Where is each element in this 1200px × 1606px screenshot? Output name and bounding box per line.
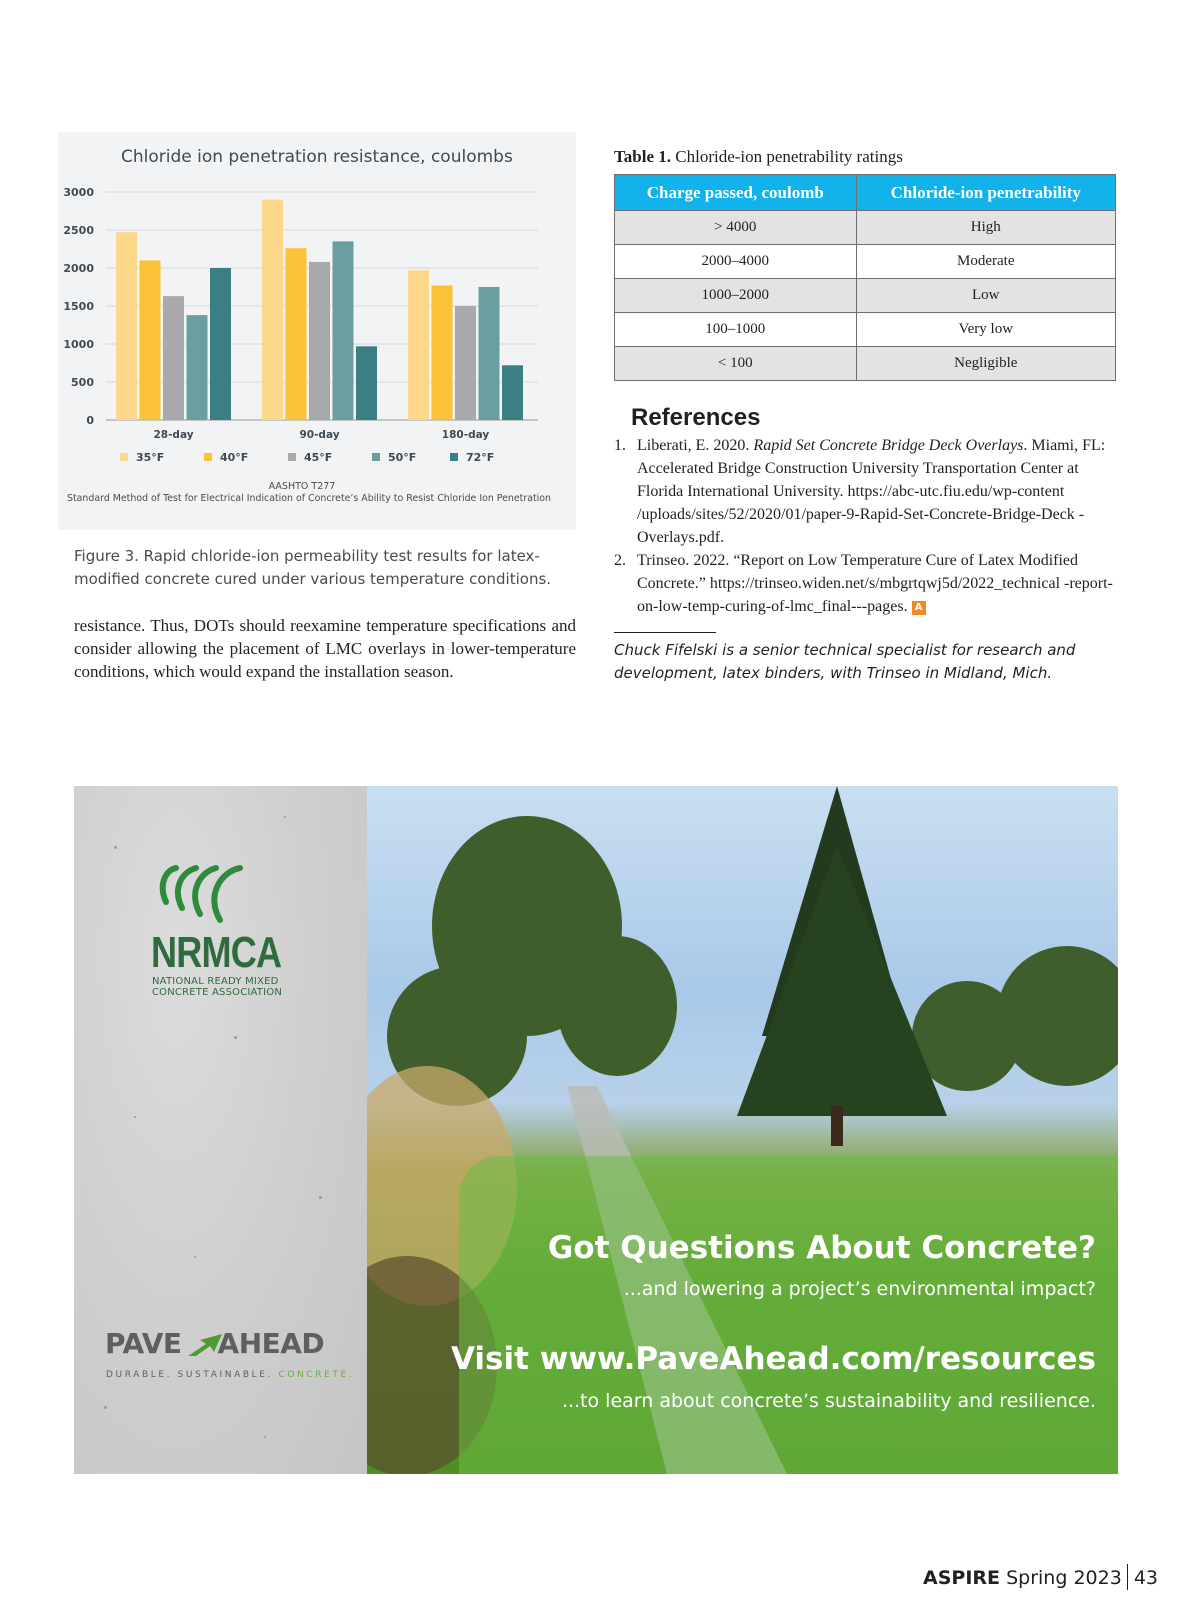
pave-ahead-logo-part: AHEAD <box>217 1327 325 1360</box>
author-divider <box>614 632 716 633</box>
reference-number: 2. <box>614 552 626 569</box>
reference-item <box>614 549 1114 618</box>
bar <box>262 200 283 420</box>
reference-number: 1. <box>614 437 626 454</box>
legend-swatch <box>288 453 296 461</box>
nrmca-subtitle: NATIONAL READY MIXED CONCRETE ASSOCIATION <box>152 976 283 998</box>
table-cell: 2000–4000 <box>615 245 857 279</box>
table-header-cell: Chloride-ion penetrability <box>856 175 1115 211</box>
table-cell: < 100 <box>615 347 857 381</box>
ad-headline: Got Questions About Concrete? <box>547 1230 1096 1266</box>
concrete-texture-panel <box>74 786 367 1474</box>
legend-swatch <box>450 453 458 461</box>
magazine-name: ASPIRE <box>923 1567 1001 1589</box>
legend-label: 72°F <box>466 451 495 464</box>
references-list <box>614 434 1114 618</box>
bar <box>210 268 231 420</box>
references-heading: References <box>631 404 761 431</box>
penetrability-table <box>614 174 1116 381</box>
tagline-part: DURABLE. SUSTAINABLE. <box>106 1370 279 1380</box>
body-paragraph: resistance. Thus, DOTs should reexamine temperature specifications and consider allowing the placement of LMC overlays in lower-temperature conditions, which would expand the installation season. <box>74 616 576 681</box>
bar <box>163 296 184 420</box>
y-tick-label: 0 <box>86 414 94 427</box>
table-cell: Low <box>856 279 1115 313</box>
reference-authors: Liberati, E. 2020. <box>637 437 754 454</box>
table-title <box>614 147 903 167</box>
table-cell: High <box>856 211 1115 245</box>
tagline-part: CONCRETE. <box>278 1370 355 1380</box>
table-row <box>615 347 1116 381</box>
author-bio: Chuck Fifelski is a senior technical specialist for research and development, latex binders, with Trinseo in Midland, Mich. <box>614 641 1076 682</box>
table-row <box>615 313 1116 347</box>
table-row <box>615 211 1116 245</box>
y-tick-label: 500 <box>71 376 94 389</box>
figure-caption: Figure 3. Rapid chloride-ion permeability test results for latex-modified concrete cured under various temperature conditions. <box>74 547 552 588</box>
advertisement[interactable] <box>74 786 1118 1474</box>
legend-label: 45°F <box>304 451 333 464</box>
bar <box>479 287 500 420</box>
ad-website-description: ...to learn about concrete’s sustainability and resilience. <box>561 1390 1096 1412</box>
reference-details: . Miami, FL: Accelerated Bridge Construction University Transportation Center at Florida International University. https://abc-utc.fiu.edu/wp-content /uploads/sites/52/2020/01/paper-9-Rapid-Set-Concrete-Bridge-Deck -Overlays.pdf. <box>637 437 1106 546</box>
bar <box>356 346 377 420</box>
table-cell: Negligible <box>856 347 1115 381</box>
ad-website-link[interactable]: Visit www.PaveAhead.com/resources <box>450 1341 1096 1377</box>
x-tick-label: 180-day <box>441 429 490 441</box>
chart-footnote: Standard Method of Test for Electrical Indication of Concrete’s Ability to Resist Chloride Ion Penetration <box>67 493 551 504</box>
y-tick-label: 1000 <box>63 338 94 351</box>
table-cell: Moderate <box>856 245 1115 279</box>
bar <box>408 270 429 420</box>
legend-swatch <box>120 453 128 461</box>
reference-title: Rapid Set Concrete Bridge Deck Overlays <box>753 437 1024 454</box>
table-row <box>615 279 1116 313</box>
table-cell: 1000–2000 <box>615 279 857 313</box>
x-tick-label: 28-day <box>153 429 194 441</box>
reference-details: Trinseo. 2022. “Report on Low Temperature Cure of Latex Modified Concrete.” https://trinseo.widen.net/s/mbgrtqwj5d/2022_technical -report-on-low-temp-curing-of-lmc_final---pages. <box>637 552 1113 615</box>
table-row <box>615 245 1116 279</box>
bar <box>502 365 523 420</box>
table-cell: Very low <box>856 313 1115 347</box>
bar <box>286 248 307 420</box>
pave-ahead-logo-part: PAVE <box>105 1327 182 1360</box>
footer-divider <box>1127 1564 1128 1590</box>
table-header-row <box>615 175 1116 211</box>
article-end-icon: A <box>912 601 926 615</box>
table-caption: Chloride-ion penetrability ratings <box>671 147 903 166</box>
reference-item <box>614 434 1114 549</box>
page-footer <box>923 1564 1158 1590</box>
bar <box>140 260 161 420</box>
bar <box>455 306 476 420</box>
y-tick-label: 2000 <box>63 262 94 275</box>
bar <box>116 232 137 420</box>
legend-label: 35°F <box>136 451 165 464</box>
x-tick-label: 90-day <box>299 429 340 441</box>
y-tick-label: 3000 <box>63 186 94 199</box>
pave-ahead-arrow-icon <box>186 1332 224 1358</box>
chart-figure <box>58 132 576 530</box>
ad-subheadline: ...and lowering a project’s environmental impact? <box>623 1278 1096 1300</box>
page-number: 43 <box>1133 1567 1158 1589</box>
y-tick-label: 2500 <box>63 224 94 237</box>
y-tick-label: 1500 <box>63 300 94 313</box>
table-cell: 100–1000 <box>615 313 857 347</box>
bar <box>187 315 208 420</box>
bar-chart <box>58 132 576 530</box>
legend-swatch <box>204 453 212 461</box>
nrmca-logo-text: NRMCA <box>151 928 282 977</box>
chart-footnote: AASHTO T277 <box>268 481 336 492</box>
table-cell: > 4000 <box>615 211 857 245</box>
ad-message-panel <box>459 1156 1118 1474</box>
bar <box>432 285 453 420</box>
pave-ahead-tagline <box>106 1370 354 1380</box>
nrmca-arcs-icon <box>152 862 282 928</box>
bar <box>333 241 354 420</box>
bar <box>309 262 330 420</box>
legend-label: 50°F <box>388 451 417 464</box>
table-number: Table 1. <box>614 147 672 166</box>
issue-label: Spring 2023 <box>1006 1567 1122 1589</box>
legend-swatch <box>372 453 380 461</box>
table-header-cell: Charge passed, coulomb <box>615 175 857 211</box>
legend-label: 40°F <box>220 451 249 464</box>
chart-title: Chloride ion penetration resistance, coulombs <box>121 147 513 167</box>
